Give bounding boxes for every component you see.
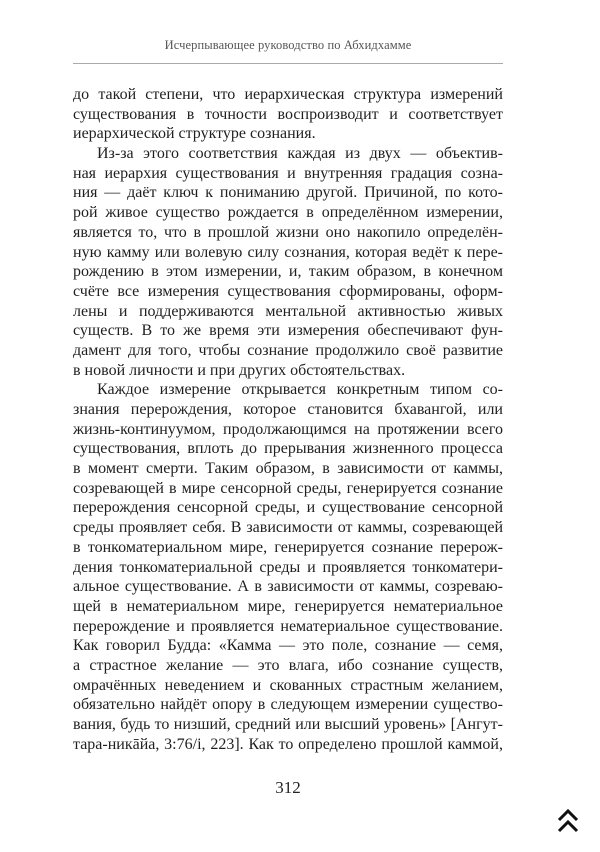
text-line: омрачённых неведением и скованных страстным желанием,: [73, 676, 503, 694]
text-line: иерархической структуре сознания.: [73, 125, 316, 143]
text-line: обязательно найдёт опору в следующем измерении существо-: [73, 696, 503, 714]
text-line: рой живое существо рождается в определённом измерении,: [73, 204, 503, 222]
page-number: 312: [275, 778, 301, 797]
text-line: ния — даёт ключ к пониманию другой. Причиной, по кото-: [73, 184, 503, 202]
text-line: вания, будь то низший, средний или высший уровень» [Ангут-: [73, 716, 503, 733]
text-line: знания перерождения, которое становится бхавангой, или: [73, 401, 503, 418]
header-rule: [73, 63, 503, 64]
text-line: существования в точности воспроизводит и соответствует: [73, 105, 503, 123]
text-line: лены и поддерживаются ментальной активностью живых: [73, 302, 503, 320]
text-line: дамент для того, чтобы сознание продолжило своё развитие: [73, 341, 503, 359]
text-line: жизнь-континуумом, продолжающимся на протяжении всего: [73, 420, 503, 438]
text-line: счёте все измерения существования сформированы, оформ-: [73, 282, 503, 300]
text-line: Каждое измерение открывается конкретным типом со-: [97, 381, 503, 399]
text-line: существ. В то же время эти измерения обеспечивают фун-: [73, 322, 503, 340]
text-line: дения тонкоматериальной среды и проявляется тонкоматери-: [73, 558, 503, 576]
text-line: тара-никāйа, 3:76/i, 223]. Как то определено прошлой каммой,: [73, 735, 503, 753]
text-line: альное существование. А в зависимости от каммы, созреваю-: [73, 578, 503, 596]
text-line: созревающей в мире сенсорной среды, генерируется сознание: [73, 479, 503, 497]
text-line: в момент смерти. Таким образом, в зависимости от каммы,: [73, 460, 503, 478]
text-line: Из-за этого соответствия каждая из двух — объектив-: [97, 145, 503, 163]
text-line: перерождения сенсорной среды, и существование сенсорной: [73, 499, 503, 517]
running-header: Исчерпывающее руководство по Абхидхамме: [164, 38, 412, 52]
text-line: до такой степени, что иерархическая структура измерений: [73, 86, 503, 103]
text-line: в новой личности и при других обстоятельствах.: [73, 361, 406, 379]
text-line: а страстное желание — это влага, ибо сознание существ,: [73, 656, 503, 674]
text-line: щей в нематериальном мире, генерируется нематериальное: [73, 597, 503, 615]
text-line: ная иерархия существования и внутренняя градация созна-: [73, 164, 503, 182]
page-body-text: [73, 85, 503, 754]
double-chevron-up-icon[interactable]: [556, 808, 580, 834]
text-line: ную камму или волевую силу сознания, которая ведёт к пере-: [73, 243, 503, 261]
text-line: перерождение и проявляется нематериальное существование.: [73, 617, 503, 635]
text-line: среды проявляет себя. В зависимости от каммы, созревающей: [73, 519, 503, 537]
text-line: является то, что в прошлой жизни оно накопило определён-: [73, 223, 503, 241]
text-line: рождению в этом измерении, и, таким образом, в конечном: [73, 263, 503, 281]
text-line: существования, вплоть до прерывания жизненного процесса: [73, 440, 503, 458]
text-line: в тонкоматериальном мире, генерируется сознание перерож-: [73, 538, 503, 556]
text-line: Как говорил Будда: «Камма — это поле, сознание — семя,: [73, 637, 503, 655]
